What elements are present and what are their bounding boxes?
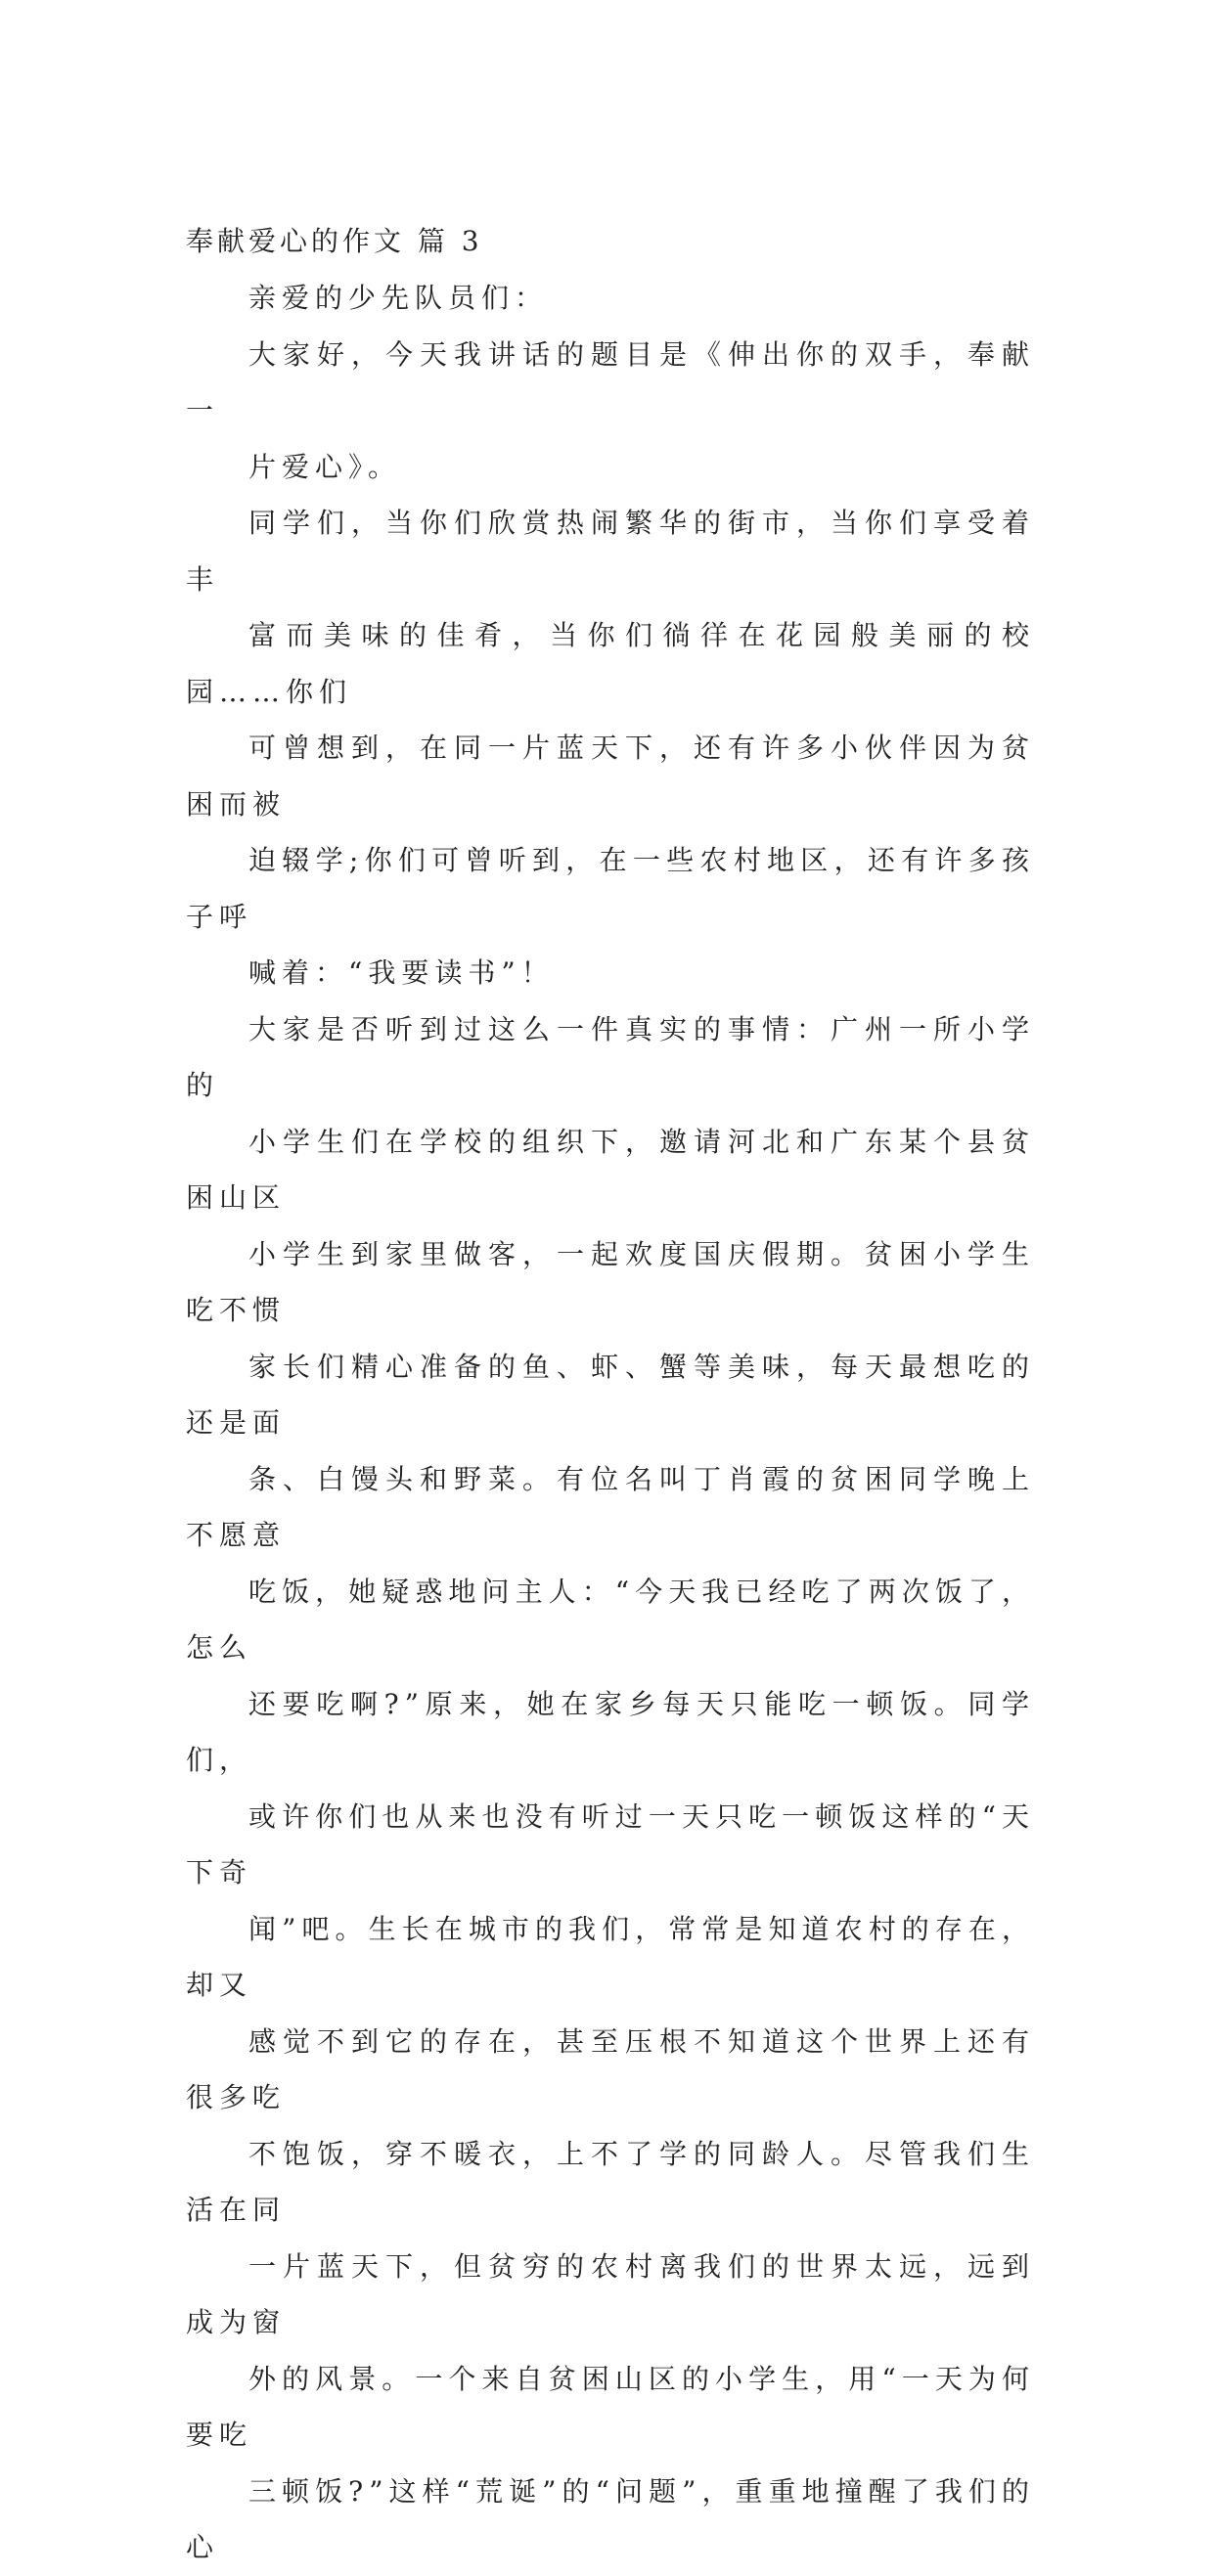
text-line: 可曾想到，在同一片蓝天下，还有许多小伙伴因为贫困而被 (186, 732, 1035, 821)
text-line: 迫辍学;你们可曾听到，在一些农村地区，还有许多孩子呼 (186, 844, 1035, 933)
document-title: 奉献爱心的作文 篇 3 (186, 225, 483, 257)
text-line: 外的风景。一个来自贫困山区的小学生，用“一天为何要吃 (186, 2362, 1035, 2451)
paragraph (186, 495, 1035, 1001)
text-line: 家长们精心准备的鱼、虾、蟹等美味，每天最想吃的还是面 (186, 1350, 1035, 1439)
text-line: 喊着：“我要读书”！ (248, 956, 555, 989)
text-line: 大家是否听到过这么一件真实的事情：广州一所小学的 (186, 1012, 1035, 1101)
text-line: 小学生到家里做客，一起欢度国庆假期。贫困小学生吃不惯 (186, 1237, 1035, 1326)
text-line: 还要吃啊?”原来，她在家乡每天只能吃一顿饭。同学们， (186, 1687, 1035, 1776)
paragraph-list (186, 270, 1035, 2576)
document-body (186, 213, 1035, 2576)
paragraph (186, 327, 1035, 496)
text-line: 小学生们在学校的组织下，邀请河北和广东某个县贫困山区 (186, 1125, 1035, 1214)
text-line: 亲爱的少先队员们： (248, 282, 549, 314)
text-line: 不饱饭，穿不暖衣，上不了学的同龄人。尽管我们生活在同 (186, 2137, 1035, 2226)
text-line: 三顿饭?”这样“荒诞”的“问题”，重重地撞醒了我们的心 (186, 2474, 1035, 2563)
text-line: 同学们，当你们欣赏热闹繁华的街市，当你们享受着丰 (186, 507, 1035, 596)
text-line: 富而美味的佳肴，当你们徜徉在花园般美丽的校园……你们 (186, 619, 1035, 708)
text-line: 大家好，今天我讲话的题目是《伸出你的双手，奉献一 (186, 337, 1035, 426)
text-line: 一片蓝天下，但贫穷的农村离我们的世界太远，远到成为窗 (186, 2249, 1035, 2338)
text-line: 感觉不到它的存在，甚至压根不知道这个世界上还有很多吃 (186, 2024, 1035, 2113)
text-line: 或许你们也从来也没有听过一天只吃一顿饭这样的“天下奇 (186, 1799, 1035, 1888)
text-line: 片爱心》。 (248, 450, 402, 483)
text-line: 闻”吧。生长在城市的我们，常常是知道农村的存在，却又 (186, 1912, 1035, 2001)
text-line: 条、白馒头和野菜。有位名叫丁肖霞的贫困同学晚上不愿意 (186, 1462, 1035, 1551)
text-line: 吃饭，她疑惑地问主人：“今天我已经吃了两次饭了，怎么 (186, 1575, 1035, 1664)
paragraph (186, 1001, 1035, 2576)
paragraph (186, 270, 1035, 327)
